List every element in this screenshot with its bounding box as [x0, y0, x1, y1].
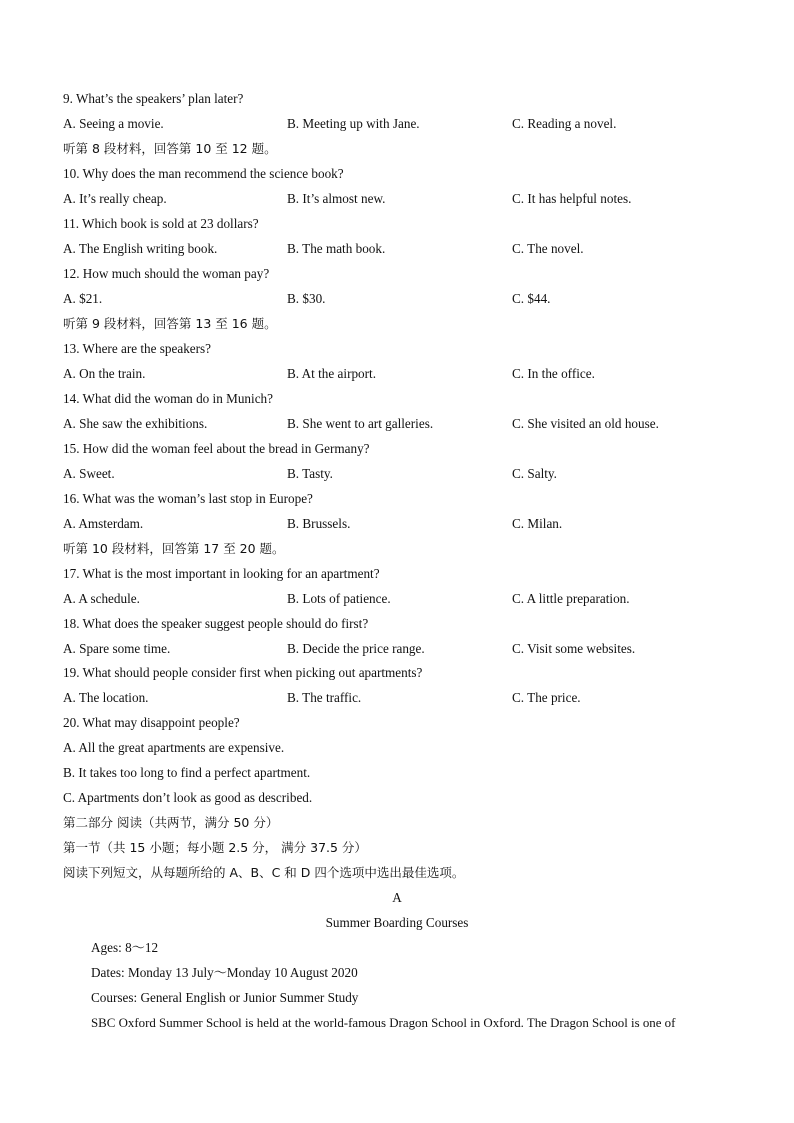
question-20-option-c: C. Apartments don’t look as good as described. — [63, 790, 313, 805]
question-13-stem: 13. Where are the speakers? — [63, 341, 212, 356]
question-19-stem: 19. What should people consider first when picking out apartments? — [63, 665, 423, 680]
question-20-stem: 20. What may disappoint people? — [63, 715, 240, 730]
question-18-option-c: C. Visit some websites. — [512, 641, 636, 656]
question-19-option-a: A. The location. — [63, 690, 149, 705]
question-14-options — [63, 414, 763, 434]
question-16-option-b: B. Brussels. — [287, 516, 351, 531]
passage-9-instruction: 听第 9 段材料，回答第 13 至 16 题。 — [63, 316, 277, 331]
question-17-options — [63, 589, 763, 609]
question-12-option-c: C. $44. — [512, 291, 551, 306]
passage-courses: Courses: General English or Junior Summer Study — [91, 990, 359, 1005]
question-14-option-b: B. She went to art galleries. — [287, 416, 434, 431]
question-13-options — [63, 364, 763, 384]
passage-10-instruction: 听第 10 段材料，回答第 17 至 20 题。 — [63, 541, 285, 556]
question-9-option-c: C. Reading a novel. — [512, 116, 617, 131]
question-14-option-c: C. She visited an old house. — [512, 416, 659, 431]
question-17-option-c: C. A little preparation. — [512, 591, 630, 606]
passage-title: Summer Boarding Courses — [325, 915, 469, 930]
question-15-stem: 15. How did the woman feel about the bread in Germany? — [63, 441, 370, 456]
question-19-options — [63, 688, 763, 708]
question-9-stem: 9. What’s the speakers’ plan later? — [63, 91, 244, 106]
question-11-stem: 11. Which book is sold at 23 dollars? — [63, 216, 259, 231]
question-17-stem: 17. What is the most important in looking for an apartment? — [63, 566, 380, 581]
question-9-option-a: A. Seeing a movie. — [63, 116, 164, 131]
question-12-option-a: A. $21. — [63, 291, 103, 306]
question-13-option-c: C. In the office. — [512, 366, 595, 381]
reading-direction: 阅读下列短文，从每题所给的 A、B、C 和 D 四个选项中选出最佳选项。 — [63, 865, 465, 880]
question-18-options — [63, 639, 763, 659]
question-16-option-c: C. Milan. — [512, 516, 563, 531]
question-10-option-a: A. It’s really cheap. — [63, 191, 167, 206]
question-15-option-c: C. Salty. — [512, 466, 557, 481]
question-12-stem: 12. How much should the woman pay? — [63, 266, 270, 281]
question-18-stem: 18. What does the speaker suggest people should do first? — [63, 616, 369, 631]
question-11-option-b: B. The math book. — [287, 241, 386, 256]
question-15-options — [63, 464, 763, 484]
question-17-option-b: B. Lots of patience. — [287, 591, 391, 606]
question-16-stem: 16. What was the woman’s last stop in Europe? — [63, 491, 313, 506]
question-20-option-b: B. It takes too long to find a perfect apartment. — [63, 765, 311, 780]
question-11-option-c: C. The novel. — [512, 241, 584, 256]
passage-letter: A — [392, 890, 402, 905]
question-17-option-a: A. A schedule. — [63, 591, 140, 606]
question-13-option-a: A. On the train. — [63, 366, 146, 381]
question-15-option-a: A. Sweet. — [63, 466, 115, 481]
passage-body: SBC Oxford Summer School is held at the world-famous Dragon School in Oxford. The Dragon School is one of — [91, 1016, 676, 1030]
part-2-title: 第二部分 阅读（共两节，满分 50 分） — [63, 815, 279, 830]
question-18-option-b: B. Decide the price range. — [287, 641, 425, 656]
question-20-option-a: A. All the great apartments are expensive. — [63, 740, 285, 755]
question-16-options — [63, 514, 763, 534]
question-16-option-a: A. Amsterdam. — [63, 516, 144, 531]
question-10-option-c: C. It has helpful notes. — [512, 191, 632, 206]
question-18-option-a: A. Spare some time. — [63, 641, 171, 656]
passage-8-instruction: 听第 8 段材料，回答第 10 至 12 题。 — [63, 141, 277, 156]
question-19-option-c: C. The price. — [512, 690, 581, 705]
question-9-options — [63, 114, 763, 134]
question-11-options — [63, 239, 763, 259]
question-14-stem: 14. What did the woman do in Munich? — [63, 391, 273, 406]
question-14-option-a: A. She saw the exhibitions. — [63, 416, 208, 431]
question-9-option-b: B. Meeting up with Jane. — [287, 116, 420, 131]
question-10-option-b: B. It’s almost new. — [287, 191, 386, 206]
question-19-option-b: B. The traffic. — [287, 690, 362, 705]
section-1-title: 第一节（共 15 小题；每小题 2.5 分， 满分 37.5 分） — [63, 840, 367, 855]
question-15-option-b: B. Tasty. — [287, 466, 333, 481]
question-10-stem: 10. Why does the man recommend the science book? — [63, 166, 344, 181]
question-12-options — [63, 289, 763, 309]
question-10-options — [63, 189, 763, 209]
passage-dates: Dates: Monday 13 July～Monday 10 August 2020 — [91, 965, 358, 980]
question-12-option-b: B. $30. — [287, 291, 326, 306]
question-11-option-a: A. The English writing book. — [63, 241, 218, 256]
passage-ages: Ages: 8～12 — [91, 940, 159, 955]
question-13-option-b: B. At the airport. — [287, 366, 377, 381]
